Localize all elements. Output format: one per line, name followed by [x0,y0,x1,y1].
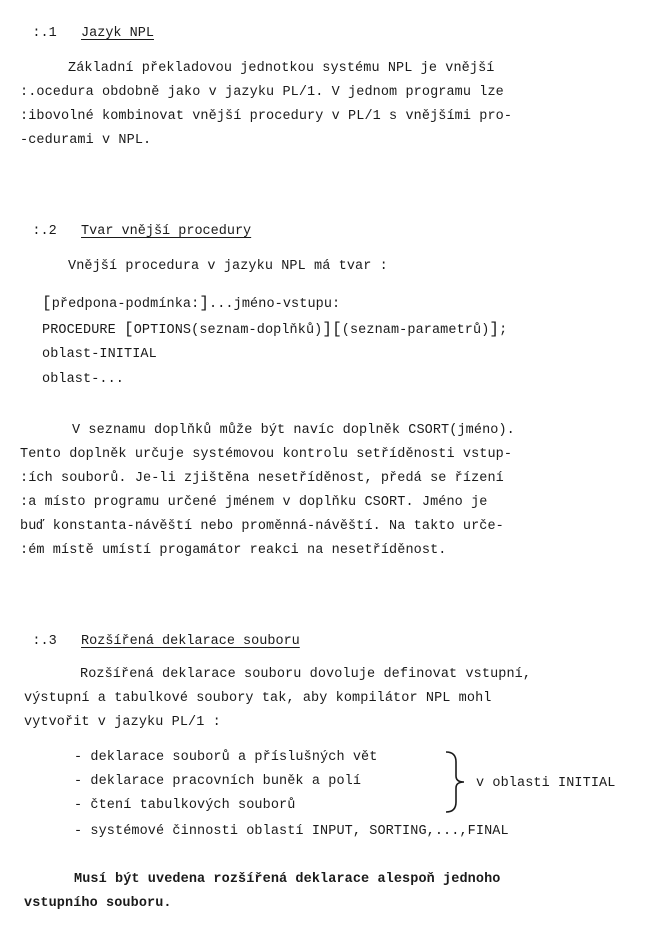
section-number-2: :.2 [32,224,57,239]
paragraph-line: Tento doplněk určuje systémovou kontrolu setříděnosti vstup- [20,447,513,462]
paragraph-line: výstupní a tabulkové soubory tak, aby kompilátor NPL mohl [24,691,492,706]
bracket-close: ] [199,294,210,312]
list-item: - čtení tabulkových souborů [74,798,296,813]
syntax-semicolon: ; [499,323,508,338]
paragraph-line: -cedurami v NPL. [20,133,152,148]
paragraph-line: V seznamu doplňků může být navíc doplněk CSORT(jméno). [72,423,515,438]
syntax-prefix-condition: předpona-podmínka: [51,297,200,312]
paragraph-line: Rozšířená deklarace souboru dovoluje definovat vstupní, [80,667,532,682]
bracket-close: ] [489,320,500,338]
syntax-line-1 [42,295,340,313]
bracket-open: [ [124,320,134,338]
syntax-options: OPTIONS(seznam-doplňků) [133,323,323,338]
bracket-close: ] [322,320,333,338]
section-number-1: :.1 [32,26,57,41]
syntax-entry-name: ...jméno-vstupu: [209,297,341,312]
list-item: - systémové činnosti oblastí INPUT, SORTING,...,FINAL [74,824,509,839]
section-number-3: :.3 [32,634,57,649]
section-title-1: Jazyk NPL [81,26,154,41]
syntax-line-2 [42,321,507,339]
paragraph-line: :.ocedura obdobně jako v jazyku PL/1. V jednom programu lze [20,85,504,100]
syntax-parameters: (seznam-parametrů) [341,323,490,338]
bracket-open: [ [332,320,342,338]
syntax-procedure-keyword: PROCEDURE [42,323,125,338]
paragraph-line: :ém místě umístí progamátor reakci na nesetříděnost. [20,543,447,558]
syntax-line-3: oblast-INITIAL [42,347,157,362]
right-brace-icon [444,750,468,814]
paragraph-line: Základní překladovou jednotkou systému NPL je vnější [68,61,495,76]
paragraph-line: buď konstanta-návěští nebo proměnná-návěští. Na takto urče- [20,519,504,534]
paragraph-line: :ibovolné kombinovat vnější procedury v PL/1 s vnějšími pro- [20,109,513,124]
section-heading-1 [0,10,154,58]
section-heading-2 [0,208,251,256]
brace-label: v oblasti INITIAL [476,776,616,791]
list-item: - deklarace pracovních buněk a polí [74,774,362,789]
section-title-3: Rozšířená deklarace souboru [81,634,300,649]
list-item: - deklarace souborů a příslušných vět [74,750,378,765]
paragraph-line: :a místo programu určené jménem v doplňku CSORT. Jméno je [20,495,488,510]
section-heading-3 [0,618,300,666]
paragraph-line: vytvořit v jazyku PL/1 : [24,715,221,730]
closing-line: Musí být uvedena rozšířená deklarace alespoň jednoho [74,872,501,887]
syntax-intro: Vnější procedura v jazyku NPL má tvar : [68,259,388,274]
closing-line: vstupního souboru. [24,896,172,911]
bracket-open: [ [42,294,52,312]
paragraph-line: :ích souborů. Je-li zjištěna nesetříděnost, předá se řízení [20,471,504,486]
syntax-line-4: oblast-... [42,372,125,387]
section-title-2: Tvar vnější procedury [81,224,252,239]
